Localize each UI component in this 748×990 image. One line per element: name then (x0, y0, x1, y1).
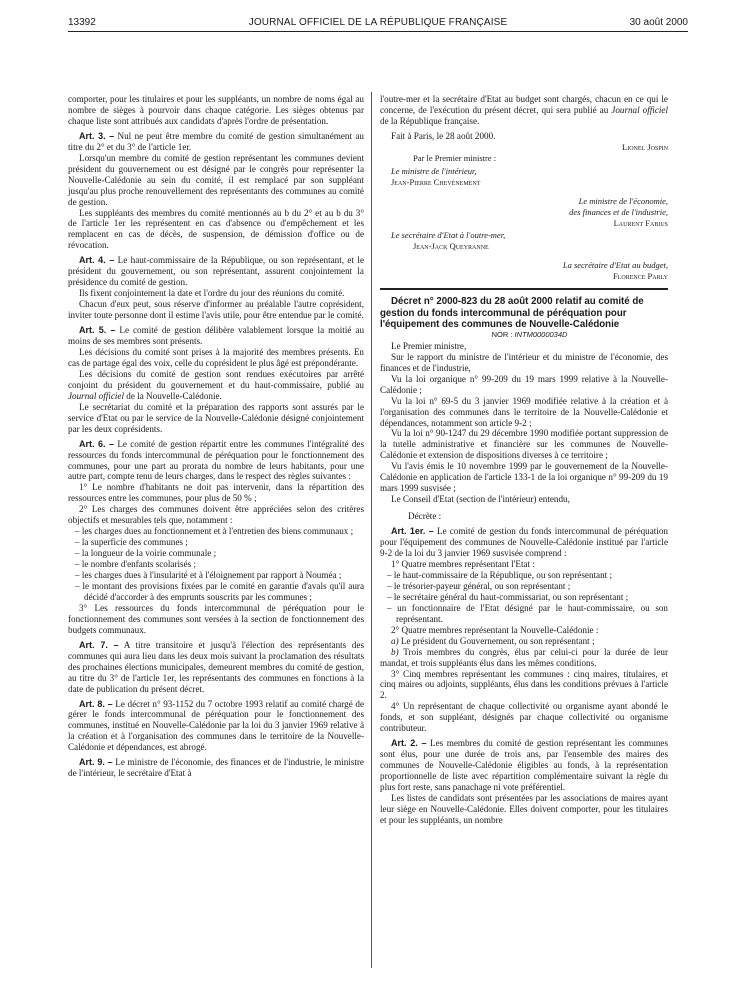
decrete: Décrète : (408, 511, 442, 522)
secretary-budget-title: La secrétaire d'Etat au budget, (562, 260, 668, 271)
right-column (380, 94, 668, 826)
article-1 (380, 526, 668, 559)
article-9 (68, 757, 364, 779)
article-2 (380, 738, 668, 793)
column-divider (371, 92, 372, 968)
secretary-overseas-name: Jean-Jack Queyranne (413, 241, 489, 252)
article-text: Le comité de gestion délibère valablement lorsque la moitié au moins de ses membres sont présents. (68, 325, 365, 347)
paragraph: Lorsqu'un membre du comité de gestion représentant les communes devient président du gouvernement ou est désigné par le congrès pour représenter la Nouvelle-Calédonie au sein du comité, il est remplacé par son suppléant jusqu'au plus proche renouvellement des représentants des communes au comité de gestion. (68, 152, 364, 207)
minister-interior-name: Jean-Pierre Chevènement (391, 176, 481, 187)
article-label: Art. 2. – (391, 738, 427, 749)
article-text: Le ministre de l'économie, des finances et de l'industrie, le ministre de l'intérieur, le secrétaire d'Etat à (68, 757, 364, 779)
article-6 (68, 439, 364, 483)
paragraph (68, 369, 364, 402)
journal-reference: Journal officiel (611, 104, 668, 115)
paragraph: Les suppléants des membres du comité mentionnés au b du 2° et au b du 3° de l'article 1er les représentent en cas d'absence ou d'empêchement et les remplacent en cas de décès, de suspension, de démission d'office ou de révocation. (68, 207, 364, 251)
article-label: Art. 1er. – (391, 526, 434, 537)
minister-title (380, 196, 668, 207)
paragraph: Vu la loi organique n° 99-209 du 19 mars 1999 relative à la Nouvelle-Calédonie ; (380, 373, 668, 395)
text-run: Trois membres du congrès, élus par celui-ci pour la durée de leur mandat, et trois suppléants élus dans les mêmes conditions. (380, 646, 668, 668)
list-item: – la superficie des communes ; (75, 537, 188, 548)
minister-title (380, 207, 668, 218)
article-label: Art. 9. – (79, 757, 113, 768)
paragraph: Sur le rapport du ministre de l'intérieur et du ministre de l'économie, des finances et de l'industrie, (380, 351, 668, 373)
article-text: Le haut-commissaire de la République, ou son représentant, et le président du gouvernement, ou son représentant, assurent conjointement la présidence du comité de gestion. (68, 255, 364, 288)
paragraph: Le secrétariat du comité et la préparation des rapports sont assurés par le service d'Etat ou par le service de la Nouvelle-Calédonie désigné conjointement par les deux coprésidents. (68, 401, 364, 434)
minister-economy-title-1: Le ministre de l'économie, (578, 195, 668, 206)
text-run: de la Nouvelle-Calédonie. (124, 390, 222, 401)
journal-title: JOURNAL OFFICIEL DE LA RÉPUBLIQUE FRANÇAISE (248, 17, 508, 28)
article-text: Le comité de gestion répartit entre les communes l'intégralité des ressources du fonds intercommunal de péréquation pour le fonctionnement des communes, pour une part au prorata du nombre de leurs habitants, pour une autre part, compte tenu de leurs charges, dans le respect des règles suivantes : (68, 438, 365, 482)
paragraph: Les listes de candidats sont présentées par les associations de maires ayant leur siège en Nouvelle-Calédonie. Elles doivent comporter, pour les titulaires et pour les suppléants, un nombre (380, 792, 668, 825)
paragraph: comporter, pour les titulaires et pour les suppléants, un nombre de noms égal au nombre de sièges à pourvoir dans chaque catégorie. Les sièges obtenus par chaque liste sont attribués aux candidats d'après l'ordre de présentation. (68, 94, 364, 126)
list-item: – le montant des provisions fixées par le comité en garantie d'avals qu'il aura décidé d'accorder à des emprunts souscrits par les communes ; (75, 580, 364, 602)
journal-reference: Journal officiel (68, 390, 125, 401)
article-5 (68, 325, 364, 347)
list-item: – le haut-commissaire de la République, ou son représentant ; (387, 569, 613, 580)
minister-title (380, 166, 668, 177)
text-run: Les décisions du comité de gestion sont rendues exécutoires par arrêté conjoint du président du gouvernement et du haut-commissaire, publié au (68, 368, 364, 390)
paragraph: 2° Quatre membres représentant la Nouvelle-Calédonie : (391, 624, 599, 635)
article-4 (68, 255, 364, 288)
paragraph: Vu la loi n° 69-5 du 3 janvier 1969 modifiée relative à la création et à l'organisation des communes dans le territoire de la Nouvelle-Calédonie et dépendances, notamment son article 9-2 ; (380, 395, 668, 428)
paragraph: 3° Cinq membres représentant les communes : cinq maires, titulaires, et cinq maires ou adjoints, suppléants, élus dans les conditions prévues à l'article 2. (380, 668, 668, 701)
article-text: Le décret n° 93-1152 du 7 octobre 1993 relatif au comité chargé de gérer le fonds intercommunal de péréquation pour le fonctionnement des communes, institué en Nouvelle-Calédonie par la loi du 3 janvier 1969 relative à la création et à l'organisation des communes dans le territoire de la Nouvelle-Calédonie et dépendances, est abrogé. (68, 698, 365, 753)
paragraph: 4° Un représentant de chaque collectivité ou organisme ayant abondé le fonds, et son suppléant, désignés par chaque collectivité ou organisme contributeur. (380, 701, 668, 734)
article-3 (68, 131, 364, 153)
article-7 (68, 640, 364, 695)
paragraph: Le Conseil d'Etat (section de l'intérieur) entendu, (391, 494, 570, 505)
article-label: Art. 6. – (79, 438, 115, 449)
minister-title (380, 230, 668, 241)
list-item: – les charges dues au fonctionnement et à l'entretien des biens communaux ; (75, 526, 354, 537)
secretary-overseas-title: Le secrétaire d'Etat à l'outre-mer, (391, 230, 506, 241)
secretary-budget-name: Florence Parly (613, 271, 668, 282)
signatory-prime-minister: Lionel Jospin (622, 141, 668, 152)
page-number: 13392 (68, 17, 96, 28)
item-letter: a) (391, 635, 399, 646)
article-text: A titre transitoire et jusqu'à l'élection des représentants des communes qui aura lieu dans les deux mois suivant la proclamation des résultats des prochaines élections municipales, demeurent membres du comité de gestion, au titre du 3° de l'article 1er, les représentants des communes en fonctions à la date de publication du présent décret. (68, 639, 364, 694)
paragraph (380, 636, 668, 647)
signing-date: Fait à Paris, le 28 août 2000. (391, 130, 496, 141)
list-item: – le nombre d'enfants scolarisés ; (75, 559, 196, 570)
article-text: Les membres du comité de gestion représentant les communes sont élus, pour une durée de trois ans, par l'ensemble des maires des communes de Nouvelle-Calédonie éligibles au fonds, à la représentation proportionnelle de liste avec répartition complémentaire suivant la règle du plus fort reste, sans panachage ni vote préférentiel. (380, 738, 668, 793)
item-letter: b) (391, 646, 399, 657)
nor-label: NOR : (491, 329, 515, 339)
paragraph: Ils fixent conjointement la date et l'ordre du jour des réunions du comité. (79, 288, 345, 299)
paragraph: Le Premier ministre, (391, 340, 467, 351)
paragraph: 3° Les ressources du fonds intercommunal de péréquation pour le fonctionnement des communes sont versées à la section de fonctionnement des budgets communaux. (68, 602, 364, 635)
article-label: Art. 5. – (79, 325, 116, 336)
by-prime-minister: Par le Premier ministre : (413, 152, 497, 163)
list-item: – la longueur de la voirie communale ; (75, 548, 217, 559)
list-item: – les charges dues à l'insularité et à l'éloignement par rapport à Nouméa ; (75, 570, 342, 581)
text-run: l'outre-mer et la secrétaire d'Etat au budget sont chargés, chacun en ce qui le concerne, de l'exécution du présent décret, qui sera publié au (380, 94, 668, 115)
paragraph: Chacun d'eux peut, sous réserve d'informer au préalable l'autre coprésident, inviter toute personne dont il estime l'avis utile, pour être entendue par le comité. (68, 299, 364, 321)
text-run: de la République française. (380, 115, 480, 126)
minister-economy-title-2: des finances et de l'industrie, (569, 206, 668, 217)
nor-code: INTM0000034D (514, 329, 568, 339)
paragraph: Vu l'avis émis le 10 novembre 1999 par le gouvernement de la Nouvelle-Calédonie en application de l'article 133-1 de la loi organique n° 99-209 du 19 mars 1999 susvisée ; (380, 461, 668, 494)
minister-economy-name: Laurent Fabius (613, 217, 668, 228)
minister-interior-title: Le ministre de l'intérieur, (391, 165, 477, 176)
list-item: – un fonctionnaire de l'Etat désigné par le haut-commissaire, ou son représentant. (387, 602, 668, 624)
article-label: Art. 4. – (79, 255, 115, 266)
paragraph: 2° Les charges des communes doivent être appréciées selon des critères objectifs et mesurables tels que, notamment : (68, 504, 364, 526)
article-text: Le comité de gestion du fonds intercommunal de péréquation pour l'équipement des communes de Nouvelle-Calédonie institué par l'article 9-2 de la loi du 3 janvier 1969 susvisée comprend : (380, 526, 668, 559)
left-column (68, 94, 364, 779)
header-rule (68, 31, 688, 32)
decree-title: Décret n° 2000-823 du 28 août 2000 relatif au comité de gestion du fonds intercommunal de péréquation pour l'équipement des communes de Nouvelle-Calédonie (380, 296, 644, 330)
issue-date: 30 août 2000 (629, 17, 688, 28)
paragraph: Les décisions du comité sont prises à la majorité des membres présents. En cas de partage égal des voix, celle du coprésident le plus âgé est prépondérante. (68, 346, 364, 368)
article-text: Nul ne peut être membre du comité de gestion simultanément au titre du 2° et du 3° de l'article 1er. (68, 130, 364, 152)
nor-reference (380, 330, 668, 341)
paragraph: Vu la loi n° 90-1247 du 29 décembre 1990 modifiée portant suppression de la tutelle administrative et financière sur les communes de Nouvelle-Calédonie et extension de dispositions diverses à ce territoire ; (380, 428, 668, 461)
article-label: Art. 3. – (79, 130, 115, 141)
article-label: Art. 7. – (79, 639, 119, 650)
text-run: Le président du Gouvernement, ou son représentant ; (398, 635, 595, 646)
article-label: Art. 8. – (79, 698, 113, 709)
paragraph (380, 94, 668, 127)
list-item: – le trésorier-payeur général, ou son représentant ; (387, 580, 571, 591)
page-header (68, 14, 688, 30)
paragraph: 1° Le nombre d'habitants ne doit pas intervenir, dans la répartition des ressources entre les communes, pour plus de 50 % ; (68, 482, 364, 504)
list-item: – le secrétaire général du haut-commissariat, ou son représentant ; (387, 591, 629, 602)
minister-title (380, 260, 668, 271)
paragraph (380, 647, 668, 669)
paragraph: 1° Quatre membres représentant l'Etat : (391, 558, 535, 569)
section-rule (380, 288, 668, 290)
article-8 (68, 699, 364, 754)
